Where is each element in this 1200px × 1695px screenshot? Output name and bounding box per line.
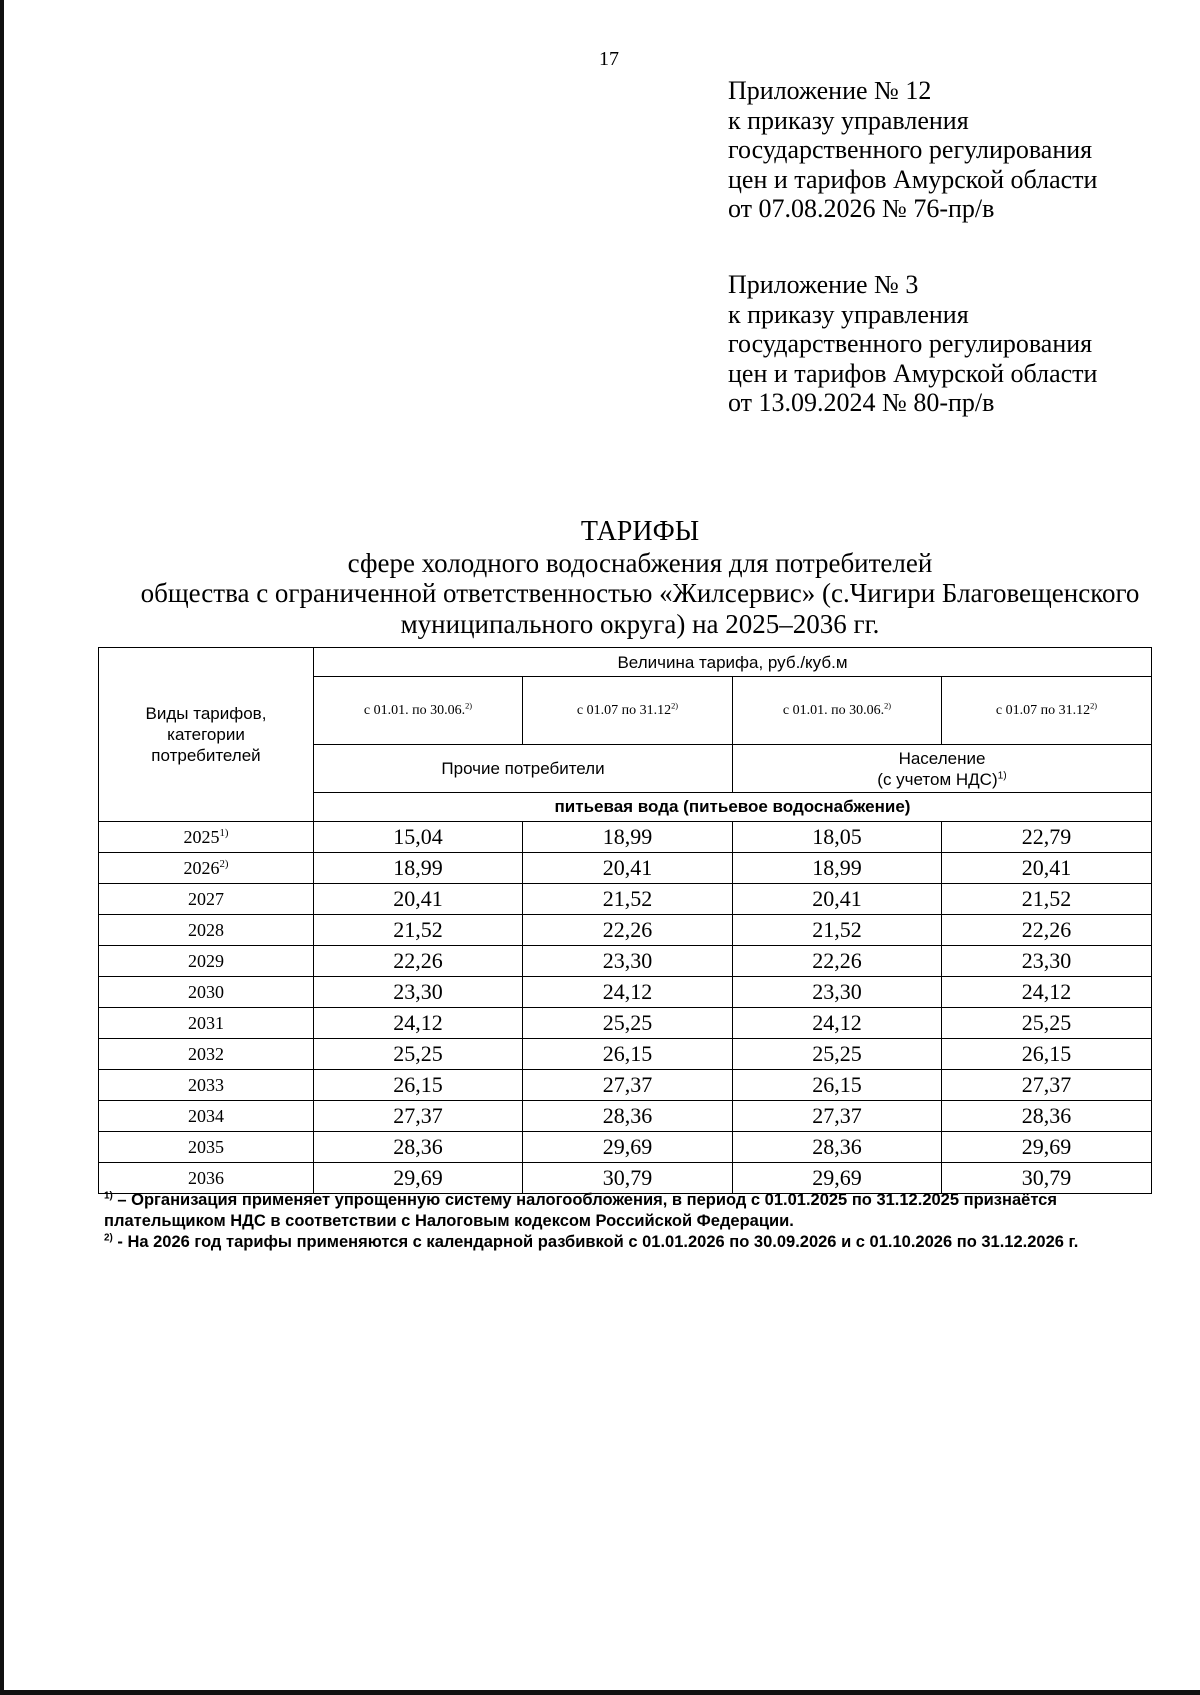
footnotes — [104, 1190, 1154, 1253]
row-year: 2027 — [99, 884, 314, 915]
appendix-3-line: государственного регулирования — [728, 329, 1093, 358]
header-group-population-line: (с учетом НДС)$^{1)}$ — [877, 769, 1007, 789]
tariff-value-cell: 28,36 — [733, 1132, 942, 1163]
table-row — [99, 946, 1152, 977]
row-year: 2033 — [99, 1070, 314, 1101]
tariff-value-cell: 18,05 — [733, 822, 942, 853]
header-group-other: Прочие потребители — [314, 745, 733, 793]
row-year: 2034 — [99, 1101, 314, 1132]
appendix-12-line: государственного регулирования — [728, 135, 1093, 164]
tariff-value-cell: 22,79 — [942, 822, 1152, 853]
tariff-value-cell: 15,04 — [314, 822, 523, 853]
tariff-table — [98, 647, 1152, 1194]
footnote-mark: 2) — [104, 1232, 113, 1244]
tariff-value-cell: 30,79 — [942, 1163, 1152, 1194]
tariff-value-cell: 22,26 — [523, 915, 733, 946]
row-year: 2029 — [99, 946, 314, 977]
row-year: 2025$^{1)}$ — [99, 822, 314, 853]
tariff-value-cell: 26,15 — [523, 1039, 733, 1070]
tariff-value-cell: 25,25 — [733, 1039, 942, 1070]
table-row — [99, 977, 1152, 1008]
row-year: 2031 — [99, 1008, 314, 1039]
tariff-value-cell: 29,69 — [733, 1163, 942, 1194]
title-line: муниципального округа) на 2025–2036 гг. — [400, 608, 880, 639]
tariff-value-cell: 24,12 — [314, 1008, 523, 1039]
tariff-value-cell: 21,52 — [942, 884, 1152, 915]
appendix-3-line: цен и тарифов Амурской области — [728, 358, 1098, 388]
tariff-value-cell: 26,15 — [942, 1039, 1152, 1070]
appendix-3-line: Приложение № 3 — [728, 270, 919, 299]
row-year: 2030 — [99, 977, 314, 1008]
footnote-ref: 2) — [219, 857, 229, 870]
footnote-ref: 1) — [219, 826, 229, 839]
header-group-population — [733, 745, 1152, 793]
header-category: Виды тарифов, категории потребителей — [99, 648, 314, 822]
tariff-value-cell: 20,41 — [523, 853, 733, 884]
tariff-value-cell: 29,69 — [523, 1132, 733, 1163]
header-group-population-line: Население — [898, 748, 986, 768]
appendix-12-line: к приказу управления — [728, 105, 969, 135]
page-number: 17 — [599, 48, 619, 70]
tariff-value-cell: 21,52 — [523, 884, 733, 915]
tariff-value-cell: 20,41 — [733, 884, 942, 915]
tariff-value-cell: 20,41 — [942, 853, 1152, 884]
footnote-ref: 2) — [465, 700, 473, 710]
header-period: с 01.01. по 30.06.$^{2)}$ — [314, 677, 523, 745]
header-period: с 01.01. по 30.06.$^{2)}$ — [733, 677, 942, 745]
tariff-rows — [99, 822, 1152, 1194]
tariff-value-cell: 21,52 — [733, 915, 942, 946]
footnote-ref: 1) — [997, 769, 1007, 781]
appendix-3-line: от 13.09.2024 № 80-пр/в — [728, 388, 995, 417]
footnote-ref: 2) — [884, 700, 892, 710]
footnote-ref: 2) — [1090, 700, 1098, 710]
footnote-1 — [104, 1190, 1154, 1232]
tariff-value-cell: 22,26 — [942, 915, 1152, 946]
appendix-12-block — [728, 76, 1097, 224]
table-row — [99, 1132, 1152, 1163]
title-line: общества с ограниченной ответственностью «Жилсервис» (с.Чигири Благовещенского — [140, 578, 1140, 608]
tariff-value-cell: 28,36 — [523, 1101, 733, 1132]
tariff-value-cell: 27,37 — [733, 1101, 942, 1132]
tariff-value-cell: 25,25 — [314, 1039, 523, 1070]
footnote-ref: 2) — [671, 700, 679, 710]
tariff-value-cell: 29,69 — [942, 1132, 1152, 1163]
appendix-12-line: от 07.08.2026 № 76-пр/в — [728, 194, 995, 223]
tariff-value-cell: 22,26 — [733, 946, 942, 977]
tariff-value-cell: 27,37 — [523, 1070, 733, 1101]
header-period: с 01.07 по 31.12$^{2)}$ — [523, 677, 733, 745]
table-row — [99, 884, 1152, 915]
tariff-value-cell: 28,36 — [942, 1101, 1152, 1132]
tariff-value-cell: 24,12 — [733, 1008, 942, 1039]
appendix-3-block — [728, 270, 1097, 418]
tariff-value-cell: 28,36 — [314, 1132, 523, 1163]
tariff-value-cell: 18,99 — [523, 822, 733, 853]
tariff-value-cell: 23,30 — [523, 946, 733, 977]
appendix-3-line: к приказу управления — [728, 299, 969, 329]
tariff-value-cell: 26,15 — [314, 1070, 523, 1101]
tariff-value-cell: 24,12 — [942, 977, 1152, 1008]
tariff-value-cell: 27,37 — [942, 1070, 1152, 1101]
tariff-value-cell: 20,41 — [314, 884, 523, 915]
tariff-value-cell: 22,26 — [314, 946, 523, 977]
tariff-value-cell: 23,30 — [942, 946, 1152, 977]
title-heading: ТАРИФЫ — [580, 516, 700, 547]
table-row — [99, 1101, 1152, 1132]
header-period: с 01.07 по 31.12$^{2)}$ — [942, 677, 1152, 745]
footnote-2 — [104, 1232, 1154, 1253]
document-title — [40, 517, 1200, 639]
tariff-value-cell: 29,69 — [314, 1163, 523, 1194]
row-year: 2036 — [99, 1163, 314, 1194]
tariff-value-cell: 25,25 — [942, 1008, 1152, 1039]
appendix-12-line: цен и тарифов Амурской области — [728, 164, 1098, 194]
table-row — [99, 822, 1152, 853]
tariff-value-cell: 24,12 — [523, 977, 733, 1008]
tariff-value-cell: 30,79 — [523, 1163, 733, 1194]
row-year: 2032 — [99, 1039, 314, 1070]
appendix-12-line: Приложение № 12 — [728, 76, 932, 105]
tariff-value-cell: 23,30 — [314, 977, 523, 1008]
tariff-value-cell: 18,99 — [733, 853, 942, 884]
table-row — [99, 1070, 1152, 1101]
section-drinking-water: питьевая вода (питьевое водоснабжение) — [314, 793, 1152, 822]
tariff-value-cell: 27,37 — [314, 1101, 523, 1132]
tariff-value-cell: 23,30 — [733, 977, 942, 1008]
row-year: 2028 — [99, 915, 314, 946]
row-year: 2035 — [99, 1132, 314, 1163]
tariff-value-cell: 25,25 — [523, 1008, 733, 1039]
table-row — [99, 1163, 1152, 1194]
tariff-value-cell: 26,15 — [733, 1070, 942, 1101]
footnote-mark: 1) — [104, 1190, 113, 1202]
footnote-text: - На 2026 год тарифы применяются с календарной разбивкой с 01.01.2026 по 30.09.2026 и с 01.10.2026 по 31.12.2026 г. — [112, 1233, 1079, 1251]
footnote-text: – Организация применяет упрощенную систему налогообложения, в период с 01.01.2025 по 31.12.2025 признаётся плательщиком НДС в соответствии с Налоговым кодексом Российской Федерации. — [104, 1191, 1057, 1230]
table-row — [99, 853, 1152, 884]
table-row — [99, 1039, 1152, 1070]
table-row — [99, 1008, 1152, 1039]
scan-frame-bottom — [0, 1690, 1200, 1695]
header-tariff-value: Величина тарифа, руб./куб.м — [314, 648, 1152, 677]
title-line: сфере холодного водоснабжения для потребителей — [347, 547, 933, 578]
scan-frame-left — [0, 0, 4, 1695]
tariff-value-cell: 18,99 — [314, 853, 523, 884]
row-year: 2026$^{2)}$ — [99, 853, 314, 884]
table-row — [99, 915, 1152, 946]
tariff-value-cell: 21,52 — [314, 915, 523, 946]
